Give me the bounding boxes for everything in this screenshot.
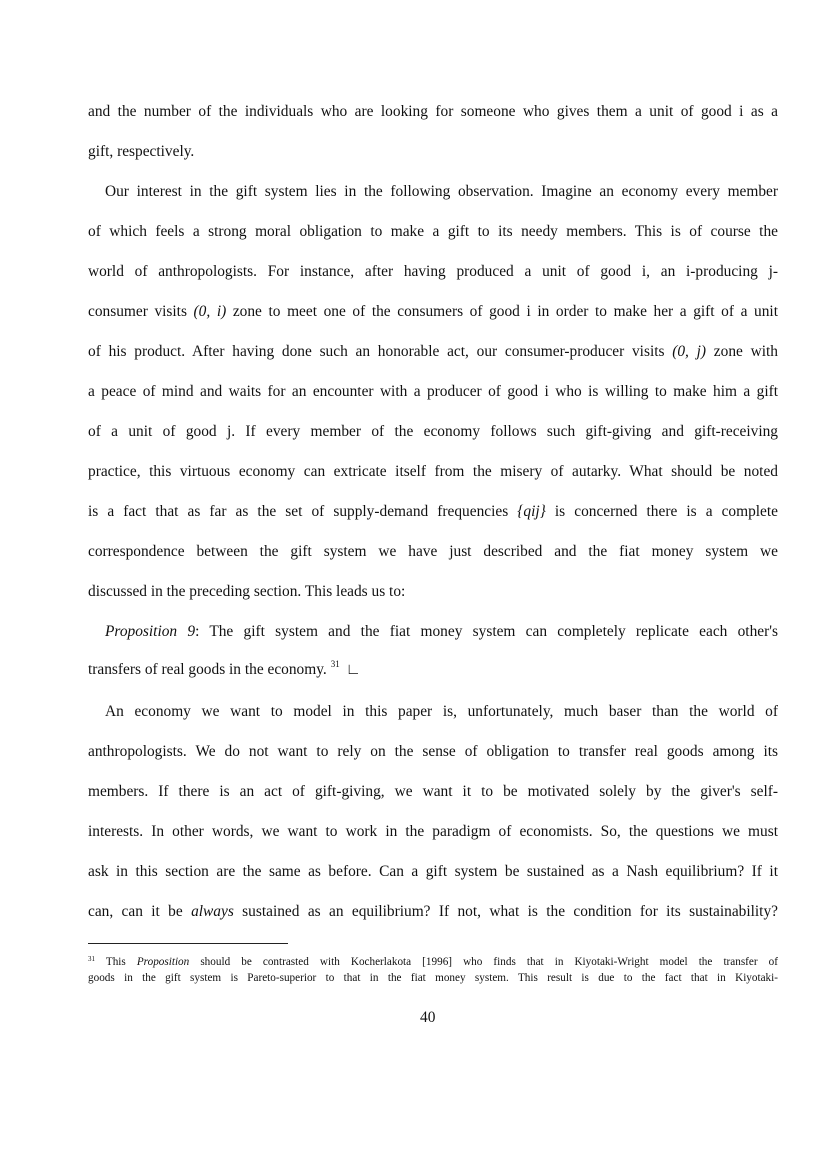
end-of-proposition-mark: ∟ <box>345 661 361 678</box>
body-line: discussed in the preceding section. This leads us to: <box>88 583 406 600</box>
body-line <box>88 660 778 681</box>
zone-math: (0, j) <box>672 343 707 360</box>
body-line: gift, respectively. <box>88 143 195 160</box>
body-line: of which feels a strong moral obligation to make a gift to its needy members. This is of course the <box>88 223 778 240</box>
body-line: and the number of the individuals who are looking for someone who gives them a unit of good i as a <box>88 103 778 120</box>
body-line <box>88 902 778 922</box>
text-span: : The gift system and the fiat money system can completely replicate each other's <box>195 623 779 640</box>
text-span: zone to meet one of the consumers of good i in order to make her a gift of a unit <box>226 303 778 320</box>
body-line: interests. In other words, we want to work in the paradigm of economists. So, the questions we must <box>88 823 778 840</box>
proposition-line <box>105 622 778 642</box>
text-span: should be contrasted with Kocherlakota [1996] who finds that in Kiyotaki-Wright model the transfer of <box>189 956 778 968</box>
body-line: An economy we want to model in this paper is, unfortunately, much baser than the world of <box>105 703 778 720</box>
footnote-line: goods in the gift system is Pareto-superior to that in the fiat money system. This result is due to the fact that in Kiyotaki- <box>88 972 778 984</box>
body-line: of a unit of good j. If every member of the economy follows such gift-giving and gift-receiving <box>88 423 778 440</box>
text-span: of his product. After having done such an honorable act, our consumer-producer visits <box>88 343 673 360</box>
footnote-number: 31 <box>88 955 95 963</box>
page-number: 40 <box>420 1009 436 1026</box>
text-span: consumer visits <box>88 303 194 320</box>
text-span: can, can it be <box>88 903 192 920</box>
body-line: anthropologists. We do not want to rely on the sense of obligation to transfer real goods among its <box>88 743 778 760</box>
body-line: members. If there is an act of gift-giving, we want it to be motivated solely by the giver's self- <box>88 783 778 800</box>
text-span: transfers of real goods in the economy. <box>88 661 327 678</box>
frequency-math: {qij} <box>517 503 546 520</box>
proposition-label: Proposition 9 <box>105 623 196 640</box>
body-line <box>88 502 778 522</box>
emphasis: always <box>191 903 234 920</box>
text-span: zone with <box>706 343 778 360</box>
body-line <box>88 302 778 322</box>
body-line: world of anthropologists. For instance, after having produced a unit of good i, an i-producing j- <box>88 263 778 280</box>
body-line: practice, this virtuous economy can extricate itself from the misery of autarky. What should be noted <box>88 463 778 480</box>
body-line: Our interest in the gift system lies in the following observation. Imagine an economy every member <box>105 183 778 200</box>
body-line <box>88 342 778 362</box>
text-span: is concerned there is a complete <box>545 503 778 520</box>
zone-math: (0, i) <box>193 303 227 320</box>
footnote-line <box>88 955 778 971</box>
body-line: a peace of mind and waits for an encounter with a producer of good i who is willing to make him a gift <box>88 383 778 400</box>
emphasis: Proposition <box>136 956 190 968</box>
text-span: This <box>95 956 137 968</box>
footnote-rule <box>88 943 288 944</box>
body-line: correspondence between the gift system we have just described and the fiat money system we <box>88 543 778 560</box>
text-span: is a fact that as far as the set of supply-demand frequencies <box>88 503 518 520</box>
footnote-marker: 31 <box>330 659 340 669</box>
text-span: sustained as an equilibrium? If not, what is the condition for its sustainability? <box>233 903 778 920</box>
body-line: ask in this section are the same as before. Can a gift system be sustained as a Nash equilibrium? If it <box>88 863 778 880</box>
